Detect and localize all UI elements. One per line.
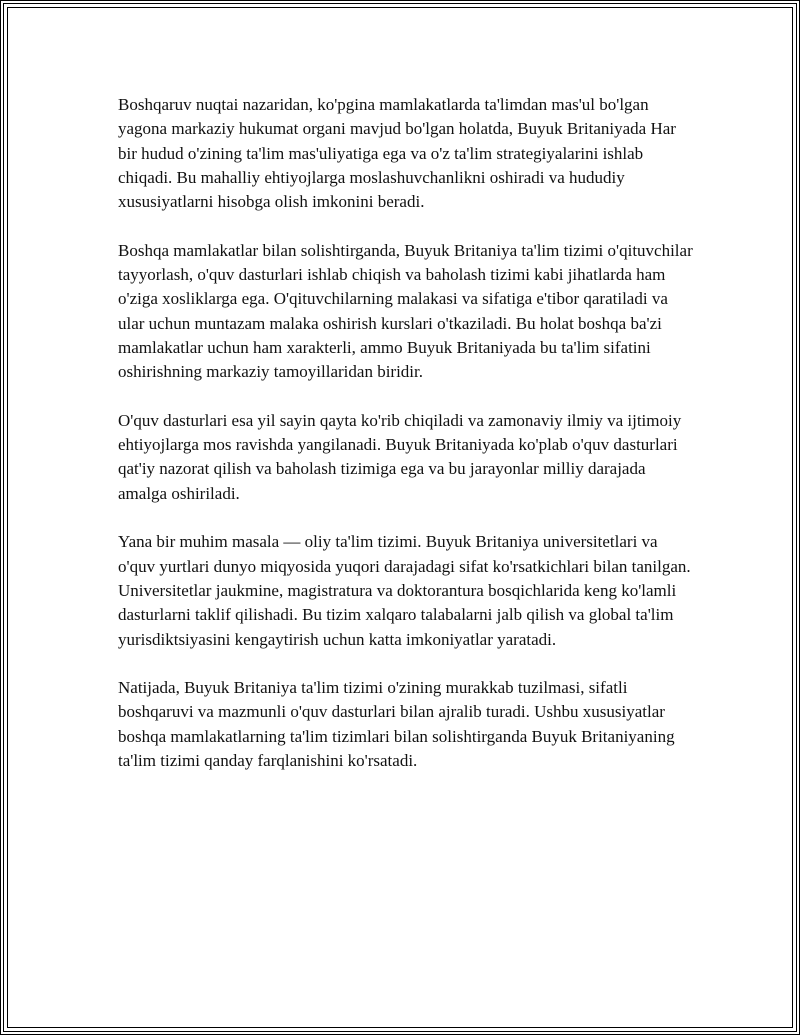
paragraph: Boshqaruv nuqtai nazaridan, ko'pgina mamlakatlarda ta'limdan mas'ul bo'lgan yagona markaziy hukumat organi mavjud bo'lgan holatda, Buyuk Britaniyada Har bir hudud o'zining ta'lim mas'uliyatiga ega va o'z ta'lim strategiyalarini ishlab chiqadi. Bu mahalliy ehtiyojlarga moslashuvchanlikni oshiradi va hududiy xususiyatlarni hisobga olish imkonini beradi. bbox=[118, 95, 676, 212]
paragraph: Boshqa mamlakatlar bilan solishtirganda, Buyuk Britaniya ta'lim tizimi o'qituvchilar tayyorlash, o'quv dasturlari ishlab chiqish va baholash tizimi kabi jihatlarda ham o'ziga xosliklarga ega. O'qituvchilarning malakasi va sifatiga e'tibor qaratiladi va ular uchun muntazam malaka oshirish kurslari o'tkaziladi. Bu holat boshqa ba'zi mamlakatlar uchun ham xarakterli, ammo Buyuk Britaniyada bu ta'lim sifatini oshirishning markaziy tamoyillaridan biridir. bbox=[118, 240, 693, 382]
paragraph: O'quv dasturlari esa yil sayin qayta ko'rib chiqiladi va zamonaviy ilmiy va ijtimoiy ehtiyojlarga mos ravishda yangilanadi. Buyuk Britaniyada ko'plab o'quv dasturlari qat'iy nazorat qilish va baholash tizimiga ega va bu jarayonlar milliy darajada amalga oshiriladi. bbox=[118, 410, 682, 503]
document-body bbox=[118, 93, 693, 798]
paragraph: Yana bir muhim masala — oliy ta'lim tizimi. Buyuk Britaniya universitetlari va o'quv yurtlari dunyo miqyosida yuqori darajadagi sifat ko'rsatkichlari bilan tanilgan. Universitetlar jaukmine, magistratura va doktorantura bosqichlarida keng ko'lamli dasturlarni taklif qilishadi. Bu tizim xalqaro talabalarni jalb qilish va global ta'lim yurisdiktsiyasini kengaytirish uchun katta imkoniyatlar yaratadi. bbox=[118, 532, 691, 649]
paragraph: Natijada, Buyuk Britaniya ta'lim tizimi o'zining murakkab tuzilmasi, sifatli boshqaruvi va mazmunli o'quv dasturlari bilan ajralib turadi. Ushbu xususiyatlar boshqa mamlakatlarning ta'lim tizimlari bilan solishtirganda Buyuk Britaniyaning ta'lim tizimi qanday farqlanishini ko'rsatadi. bbox=[118, 678, 675, 771]
